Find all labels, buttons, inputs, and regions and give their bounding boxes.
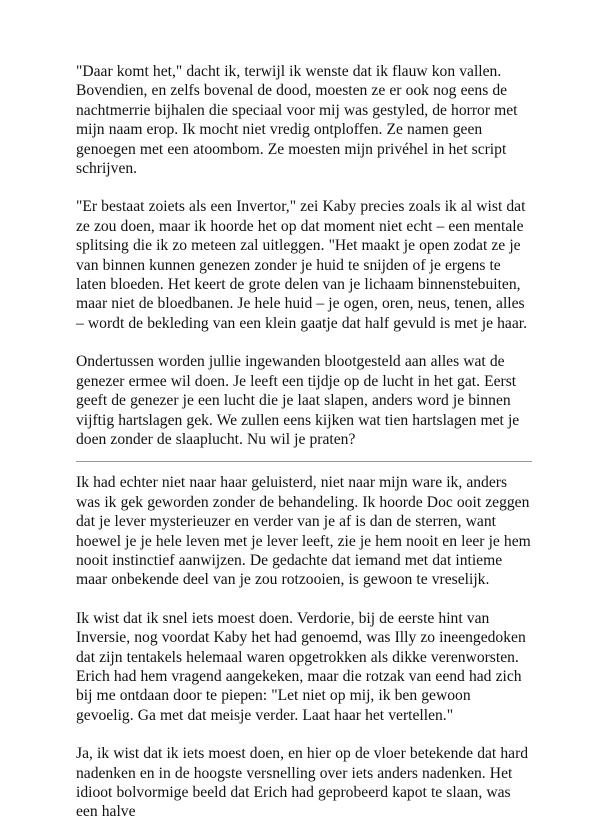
paragraph: Ik wist dat ik snel iets moest doen. Verdorie, bij de eerste hint van Inversie, nog voordat Kaby het had genoemd, was Illy zo ineengedoken dat zijn tentakels helemaal waren opgetrokken als dikke verenworsten. Erich had hem vragend aangekeken, maar die rotzak van eend had zich bij me ontdaan door te piepen: "Let niet op mij, ik ben gewoon gevoelig. Ga met dat meisje verder. Laat haar het vertellen." bbox=[76, 609, 526, 724]
section-divider bbox=[76, 461, 532, 462]
paragraph: Ja, ik wist dat ik iets moest doen, en hier op de vloer betekende dat hard nadenken en in de hoogste versnelling over iets anders nadenken. Het idioot bolvormige beeld dat Erich had geprobeerd kapot te slaan, was een halve bbox=[76, 745, 529, 821]
paragraph: "Daar komt het," dacht ik, terwijl ik wenste dat ik flauw kon vallen. Bovendien, en zelfs bovenal de dood, moesten ze er ook nog eens de nachtmerrie bijhalen die speciaal voor mij was gestyled, de horror met mijn naam erop. Ik mocht niet vredig ontploffen. Ze namen geen genoegen met een atoombom. Ze moesten mijn privéhel in het script schrijven. bbox=[76, 63, 518, 178]
paragraph: Ik had echter niet naar haar geluisterd, niet naar mijn ware ik, anders was ik gek geworden zonder de behandeling. Ik hoorde Doc ooit zeggen dat je lever mysterieuzer en verder van je af is dan de sterren, want hoewel je je hele leven met je lever leeft, zie je hem nooit en leer je hem nooit instinctief aanwijzen. De gedachte dat iemand met dat intieme maar onbekende deel van je zou rotzooien, is gewoon te vreselijk. bbox=[76, 474, 531, 589]
document-page bbox=[76, 62, 532, 822]
paragraph: "Er bestaat zoiets als een Invertor," zei Kaby precies zoals ik al wist dat ze zou doen, maar ik hoorde het op dat moment niet echt – een mentale splitsing die ik zo meteen zal uitleggen. "Het maakt je open zodat ze je van binnen kunnen genezen zonder je huid te snijden of je ergens te laten bloeden. Het keert de grote delen van je lichaam binnenstebuiten, maar niet de bloedbanen. Je hele huid – je ogen, oren, neus, tenen, alles – wordt de bekleding van een klein gaatje dat half gevuld is met je haar. bbox=[76, 198, 527, 332]
paragraph: Ondertussen worden jullie ingewanden blootgesteld aan alles wat de genezer ermee wil doen. Je leeft een tijdje op de lucht in het gat. Eerst geeft de genezer je een lucht die je laat slapen, anders word je binnen vijftig hartslagen gek. We zullen eens kijken wat tien hartslagen met je doen zonder de slaaplucht. Nu wil je praten? bbox=[76, 353, 520, 448]
